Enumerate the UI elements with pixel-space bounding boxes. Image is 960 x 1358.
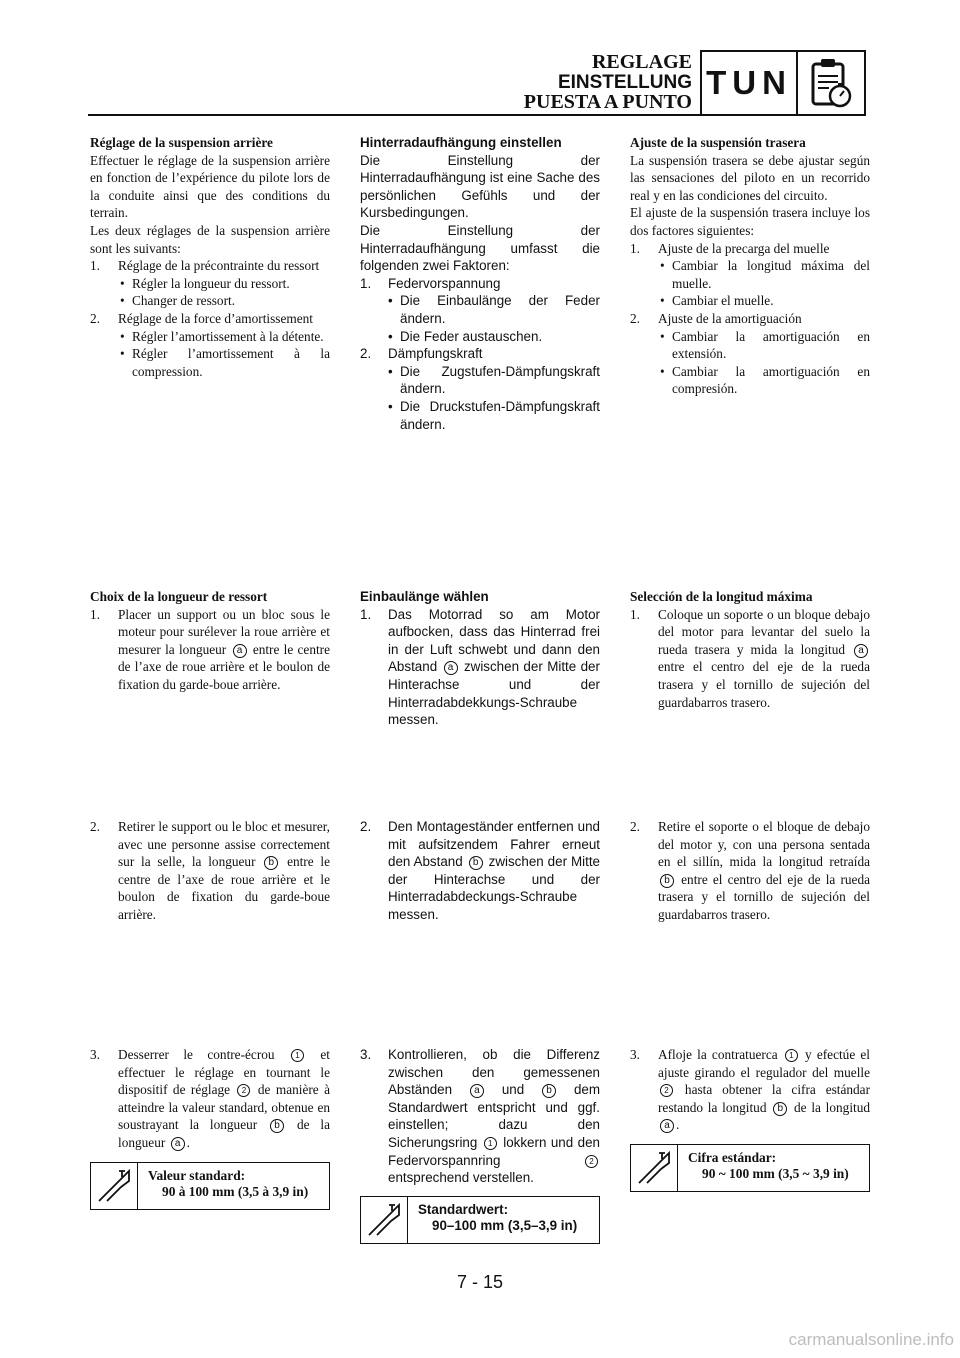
watermark: carmanualsonline.info [788,1330,954,1349]
header-title-puesta: PUESTA A PUNTO [523,91,692,113]
list-item: 1. Federvorspannung [360,275,501,291]
marker-b: b [469,856,483,870]
de-section-title: Hinterradaufhängung einstellen [360,135,562,150]
bullet-item: • Cambiar la amortiguación en compresión. [660,363,870,397]
caliper-wrench-icon [91,1163,138,1209]
list-item: 2. Ajuste de la amortiguación [630,310,802,326]
list-item: 2. Retire el soporte o el bloque de debajo del motor y, con una persona sentada en el sillín, mida la longitud retraída b entre el centro del eje de la rueda trasera y el tornillo de sujeción del guardabarros trasero. [630,819,870,922]
marker-b: b [542,1084,556,1098]
section-badge: TUN [700,50,796,116]
bullet-item: • Die Einbaulänge der Feder ändern. [388,293,600,326]
list-item: 3. Afloje la contratuerca 1 y efectúe el ajuste girando el regulador del muelle 2 hasta obtener la cifra estándar restando la longitud b de la longitud a . [630,1047,871,1133]
caliper-wrench-icon [361,1197,408,1243]
list-item: 2. Réglage de la force d’amortissement [90,310,313,326]
bullet-item: • Changer de ressort. [120,293,236,309]
bullet-item: • Régler la longueur du ressort. [120,275,290,291]
bullet-item: • Régler l’amortissement à la compression. [120,346,330,379]
bullet-item: • Die Zugstufen-Dämpfungskraft ändern. [388,363,600,397]
es-standard-value-box: Cifra estándar: 90 ~ 100 mm (3,5 ~ 3,9 in) [630,1144,870,1192]
de-step-2 [360,818,600,924]
es-spring-length-section [630,588,870,711]
es-section-title: Selección de la longitud máxima [630,589,813,604]
fr-standard-value-box: Valeur standard: 90 à 100 mm (3,5 à 3,9 in) [90,1162,330,1210]
list-item: 2. Retirer le support ou le bloc et mesurer, avec une personne assise correctement sur la selle, la longueur b entre le centre de l’axe de roue arrière et le boulon de fixation du garde-boue arrière. [90,819,331,922]
bullet-item: • Cambiar la longitud máxima del muelle. [660,258,870,291]
es-paragraph: El ajuste de la suspensión trasera incluye los dos factores siguientes: [630,205,870,238]
de-standard-value-box: Standardwert: 90–100 mm (3,5–3,9 in) [360,1196,600,1244]
list-item: 1. Ajuste de la precarga del muelle [630,240,830,256]
marker-1: 1 [484,1137,497,1150]
es-section-title: Ajuste de la suspensión trasera [630,135,806,150]
marker-1: 1 [291,1049,304,1062]
es-rear-suspension-section [630,134,870,398]
fr-paragraph: Les deux réglages de la suspension arrière sont les suivants: [90,222,330,256]
de-step-3 [360,1046,600,1187]
fr-paragraph: Effectuer le réglage de la suspension arrière en fonction de l’expérience du pilote lors de la conduite ainsi que des conditions du terrain. [90,152,330,221]
header-title-einstellung: EINSTELLUNG [557,72,692,93]
header-rule [88,114,700,116]
marker-b: b [264,856,278,870]
marker-a: a [233,644,247,658]
header-title-reglage: REGLAGE [591,51,692,73]
clipboard-stopwatch-icon [796,50,866,116]
list-item: 1. Placer un support ou un bloc sous le moteur pour surélever la roue arrière et mesurer la longueur a entre le centre de l’axe de roue arrière et le boulon de fixation du garde-boue arrière. [90,606,331,692]
list-item: 1. Das Motorrad so am Motor aufbocken, dass das Hinterrad frei in der Luft schwebt und dann den Abstand a zwischen der Mitte der Hinterachse und der Hinterradabdekkungs-Schraube messen. [360,606,600,728]
list-item: 3. Desserrer le contre-écrou 1 et effectuer le réglage en tournant le dispositif de réglage 2 de manière à atteindre la valeur standard, obtenue en soustrayant la longueur b de la longueur a . [90,1047,331,1150]
de-paragraph: Die Einstellung der Hinterradaufhängung umfasst die folgenden zwei Faktoren: [360,222,600,274]
es-step-3 [630,1046,870,1134]
marker-b: b [773,1102,787,1116]
marker-2: 2 [660,1084,673,1097]
de-paragraph: Die Einstellung der Hinterradaufhängung ist eine Sache des persönlichen Gefühls und der Kursbedingungen. [360,152,600,221]
marker-2: 2 [585,1155,598,1168]
bullet-item: • Die Druckstufen-Dämpfungskraft ändern. [388,398,600,432]
bullet-item: • Cambiar el muelle. [660,293,774,309]
es-paragraph: La suspensión trasera se debe ajustar según las sensaciones del piloto en un recorrido real y en las condiciones del circuito. [630,152,870,203]
fr-step-3 [90,1046,330,1152]
marker-2: 2 [237,1084,250,1097]
de-rear-suspension-section [360,134,600,433]
marker-a: a [854,644,868,658]
list-item: 2. Dämpfungskraft [360,346,483,362]
list-item: 3. Kontrollieren, ob die Differenz zwischen den gemessenen Abständen a und b dem Standardwert entspricht und ggf. einstellen; dazu den Sicherungsring 1 lokkern und den Federvorspannring 2 entsprechend verstellen. [360,1047,600,1186]
marker-a: a [660,1119,674,1133]
bullet-item: • Cambiar la amortiguación en extensión. [660,328,870,362]
marker-a: a [171,1137,185,1151]
list-item: 1. Réglage de la précontrainte du ressort [90,258,320,274]
fr-rear-suspension-section [90,134,330,380]
es-step-2 [630,818,870,924]
fr-section-title: Réglage de la suspension arrière [90,135,273,150]
list-item: 2. Den Montageständer entfernen und mit aufsitzendem Fahrer erneut den Abstand b zwischen der Mitte der Hinterachse und der Hinterradabdeckungs-Schraube messen. [360,819,600,922]
list-item: 1. Coloque un soporte o un bloque debajo del motor para levantar del suelo la rueda trasera y mida la longitud a entre el centro del eje de la rueda trasera y el tornillo de sujeción del guardabarros trasero. [630,606,870,710]
bullet-item: • Régler l’amortissement à la détente. [120,328,324,344]
marker-a: a [470,1084,484,1098]
marker-1: 1 [785,1049,798,1062]
page-number: 7 - 15 [456,1272,504,1292]
marker-b: b [660,874,674,888]
fr-spring-length-section [90,588,330,694]
de-spring-length-section [360,588,600,729]
caliper-wrench-icon [631,1145,678,1191]
fr-step-2 [90,818,330,924]
fr-section-title: Choix de la longueur de ressort [90,589,268,604]
de-section-title: Einbaulänge wählen [360,589,489,604]
marker-b: b [270,1119,284,1133]
marker-a: a [444,661,458,675]
bullet-item: • Die Feder austauschen. [388,328,543,344]
